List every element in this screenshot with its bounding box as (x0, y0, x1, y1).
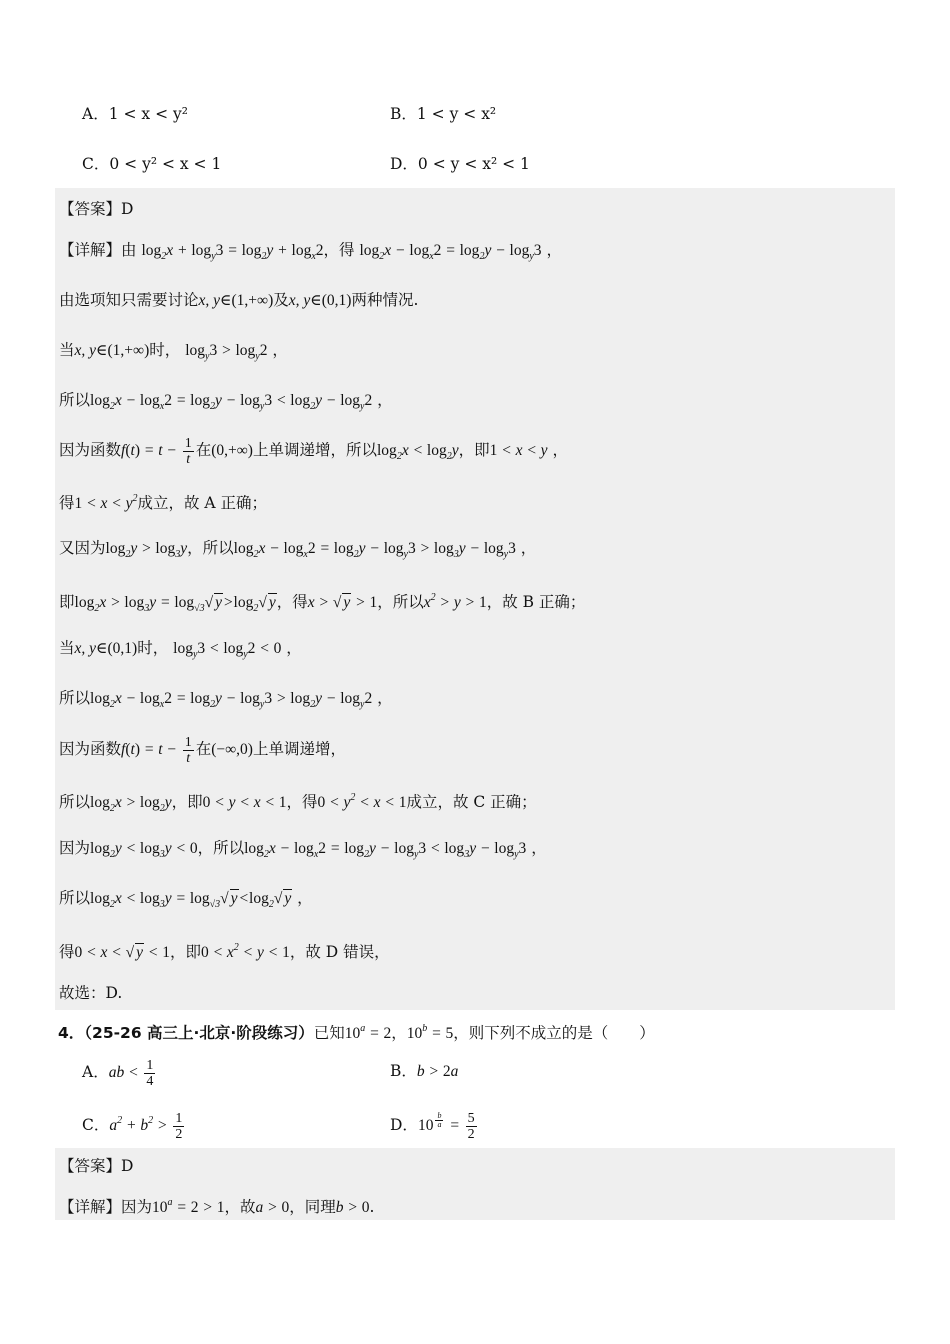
q3-l7-b: ，所以 (187, 539, 234, 557)
q3-detail-line-9: 当x, y∈(0,1)时， $\log_y3 < \log_y2 < 0$ ， (59, 639, 302, 660)
q3-l9: 当 (59, 639, 75, 657)
q3-detail-line-4: 所以$\log_2x - \log_x2 = \log_2y - \log_y3 < \log_2y - \log_y2$ ， (59, 391, 393, 412)
q3-l11: 因为函数 (59, 740, 122, 759)
q3-l8-b: ，得 (276, 593, 308, 611)
q3-l2: 由选项知只需要讨论 (59, 291, 199, 309)
q3-option-d: D．0 < y < x² < 1 (390, 155, 530, 173)
q3-option-b: B．1 < y < x² (390, 105, 497, 123)
q3-detail-line-12: 所以$\log_2x > \log_2y$，即0 < y < x < 1，得$0 < y^2 < x < 1$成立，故 C 正确； (59, 792, 537, 814)
q4-option-c: C．$a^2 + b^2$ > $\frac{1}{2}$ (82, 1110, 183, 1142)
q3-option-a: A．1 < x < y² (82, 105, 188, 123)
q3-detail-label: 【详解】 (59, 241, 122, 259)
q3-l2-b: 及 (273, 291, 289, 309)
q3-l1-text: 由 (121, 241, 137, 259)
q3-l5: 因为函数 (59, 441, 122, 460)
q3-detail-line-6: 得$1 < x < y^2$成立，故 A 正确； (59, 493, 268, 512)
q3-l4: 所以 (59, 391, 91, 409)
q3-detail-line-7: 又因为$\log_2y > \log_3y$，所以$\log_2x - \log_x2 = \log_2y - \log_y3 > \log_3y - \log_y3$ ， (59, 539, 537, 560)
q3-l12: 所以 (59, 793, 91, 811)
q3-detail-line-10: 所以$\log_2x - \log_x2 = \log_2y - \log_y3 > \log_2y - \log_y2$ ， (59, 689, 393, 710)
q3-option-c: C．0 < y² < x < 1 (82, 155, 222, 173)
q3-l13-b: ，所以 (197, 839, 245, 857)
q3-detail-line-8: 即$\log_2x > \log_3y = \log_{√3}√$ $y>\log_2√$ y，得x > √ y > 1，所以$x^2 > y > 1$，故 B 正确； (59, 592, 586, 614)
q4-detail-b: ，故 (224, 1198, 256, 1216)
q3-l9-b: 时， (137, 639, 169, 657)
q4-stem-b: ， (391, 1024, 407, 1042)
q3-l3-b: 时， (149, 341, 181, 359)
q3-detail-line-1: 【详解】由 $\log_2x + \log_y3 = \log_2y + \log_x2$，得 $\log_2x - \log_x2 = \log_2y - \log_y3$ ， (59, 241, 562, 262)
q3-l11-c: 上单调递增， (252, 740, 346, 759)
q4-option-d-label: D． (390, 1116, 418, 1134)
q3-detail-line-14: 所以$\log_2x < \log_3y = \log_{√3}√$ $y<\log_2√$ y ， (59, 889, 313, 910)
q3-l7: 又因为 (59, 539, 106, 557)
q3-l12-c: ，得 (286, 793, 318, 811)
q3-detail-line-16: 故选：D. (59, 984, 123, 1002)
q4-option-a-label: A． (82, 1063, 109, 1082)
q4-option-c-label: C． (82, 1116, 110, 1134)
q3-l14: 所以 (59, 889, 91, 907)
q3-detail-line-2: 由选项知只需要讨论x, y∈(1,+∞)及x, y∈(0,1)两种情况. (59, 291, 419, 309)
q4-detail-label: 【详解】 (59, 1198, 122, 1216)
q4-option-b-label: B． (390, 1062, 417, 1080)
q4-title: 4．（25-26 高三上·北京·阶段练习） (58, 1024, 314, 1042)
q3-l15-b: ，即 (169, 943, 201, 961)
q4-detail-c: ，同理 (289, 1198, 336, 1216)
q4-stem: 4．（25-26 高三上·北京·阶段练习）已知$10^a = 2$，$10^b = 5$，则下列不成立的是（ ） (58, 1023, 655, 1042)
q3-l6: 得 (59, 494, 75, 512)
q4-stem-c: ，则下列不成立的是（ ） (453, 1024, 655, 1042)
q3-detail-line-5: 因为函数f(t) = t − $\frac{1}{t}$ 在(0,+∞)上单调递增，所以$\log_2x < \log_2y$，即1 < x < y ， (59, 436, 568, 467)
q3-l11-b: 在 (195, 740, 212, 759)
q4-detail-d: . (369, 1198, 375, 1216)
q3-detail-line-15: 得0 < x < √ y < 1，即$0 < x^2 < y < 1$，故 D 错误， (59, 942, 390, 961)
q3-detail-line-13: 因为$\log_2y < \log_3y < 0$，所以$\log_2x - \log_x2 = \log_2y - \log_y3 < \log_3y - \log_y3$ ， (59, 839, 547, 860)
q3-l1-cont: ，得 (323, 241, 355, 259)
q4-option-b: B．b > 2a (390, 1062, 459, 1080)
q4-option-a: A．ab < $\frac{1}{4}$ (82, 1058, 154, 1089)
q4-solution-panel (55, 1148, 895, 1220)
q3-l8-d: ，故 B 正确； (486, 593, 586, 611)
q3-l8: 即 (59, 593, 75, 611)
q3-l5-b: 在 (195, 441, 212, 460)
q3-detail-line-11: 因为函数f(t) = t − $\frac{1}{t}$ 在(−∞,0)上单调递增， (59, 735, 346, 766)
q3-l5-c: 上单调递增，所以 (252, 441, 377, 460)
q4-option-d: D．10 $^{\frac{b}{a}}$ = $\frac{5}{2}$ (390, 1110, 475, 1142)
q3-answer: 【答案】D (59, 200, 134, 218)
q3-l13: 因为 (59, 839, 91, 857)
q3-l5-d: ，即 (458, 441, 490, 460)
q4-stem-a: 已知 (313, 1024, 345, 1042)
q3-l6-b: 成立，故 A 正确； (137, 494, 268, 512)
q3-detail-line-3: 当x, y∈(1,+∞)时， $\log_y3 > \log_y2$ ， (59, 341, 288, 362)
q3-l8-c: ，所以 (377, 593, 424, 611)
q4-detail-a: 因为 (121, 1198, 153, 1216)
q3-l12-b: ，即 (171, 793, 203, 811)
q3-l10: 所以 (59, 689, 91, 707)
q3-l15-c: ，故 D 错误， (289, 943, 390, 961)
q3-solution-panel (55, 188, 895, 1010)
q3-l12-d: 成立，故 C 正确； (406, 793, 537, 811)
q4-detail-line-1: 【详解】因为$10^a = 2 > 1$，故a > 0，同理b > 0. (59, 1197, 375, 1216)
q4-answer: 【答案】D (59, 1157, 134, 1175)
q3-l3: 当 (59, 341, 75, 359)
q3-l15: 得 (59, 943, 75, 961)
q3-l2-c: 两种情况. (351, 291, 419, 309)
